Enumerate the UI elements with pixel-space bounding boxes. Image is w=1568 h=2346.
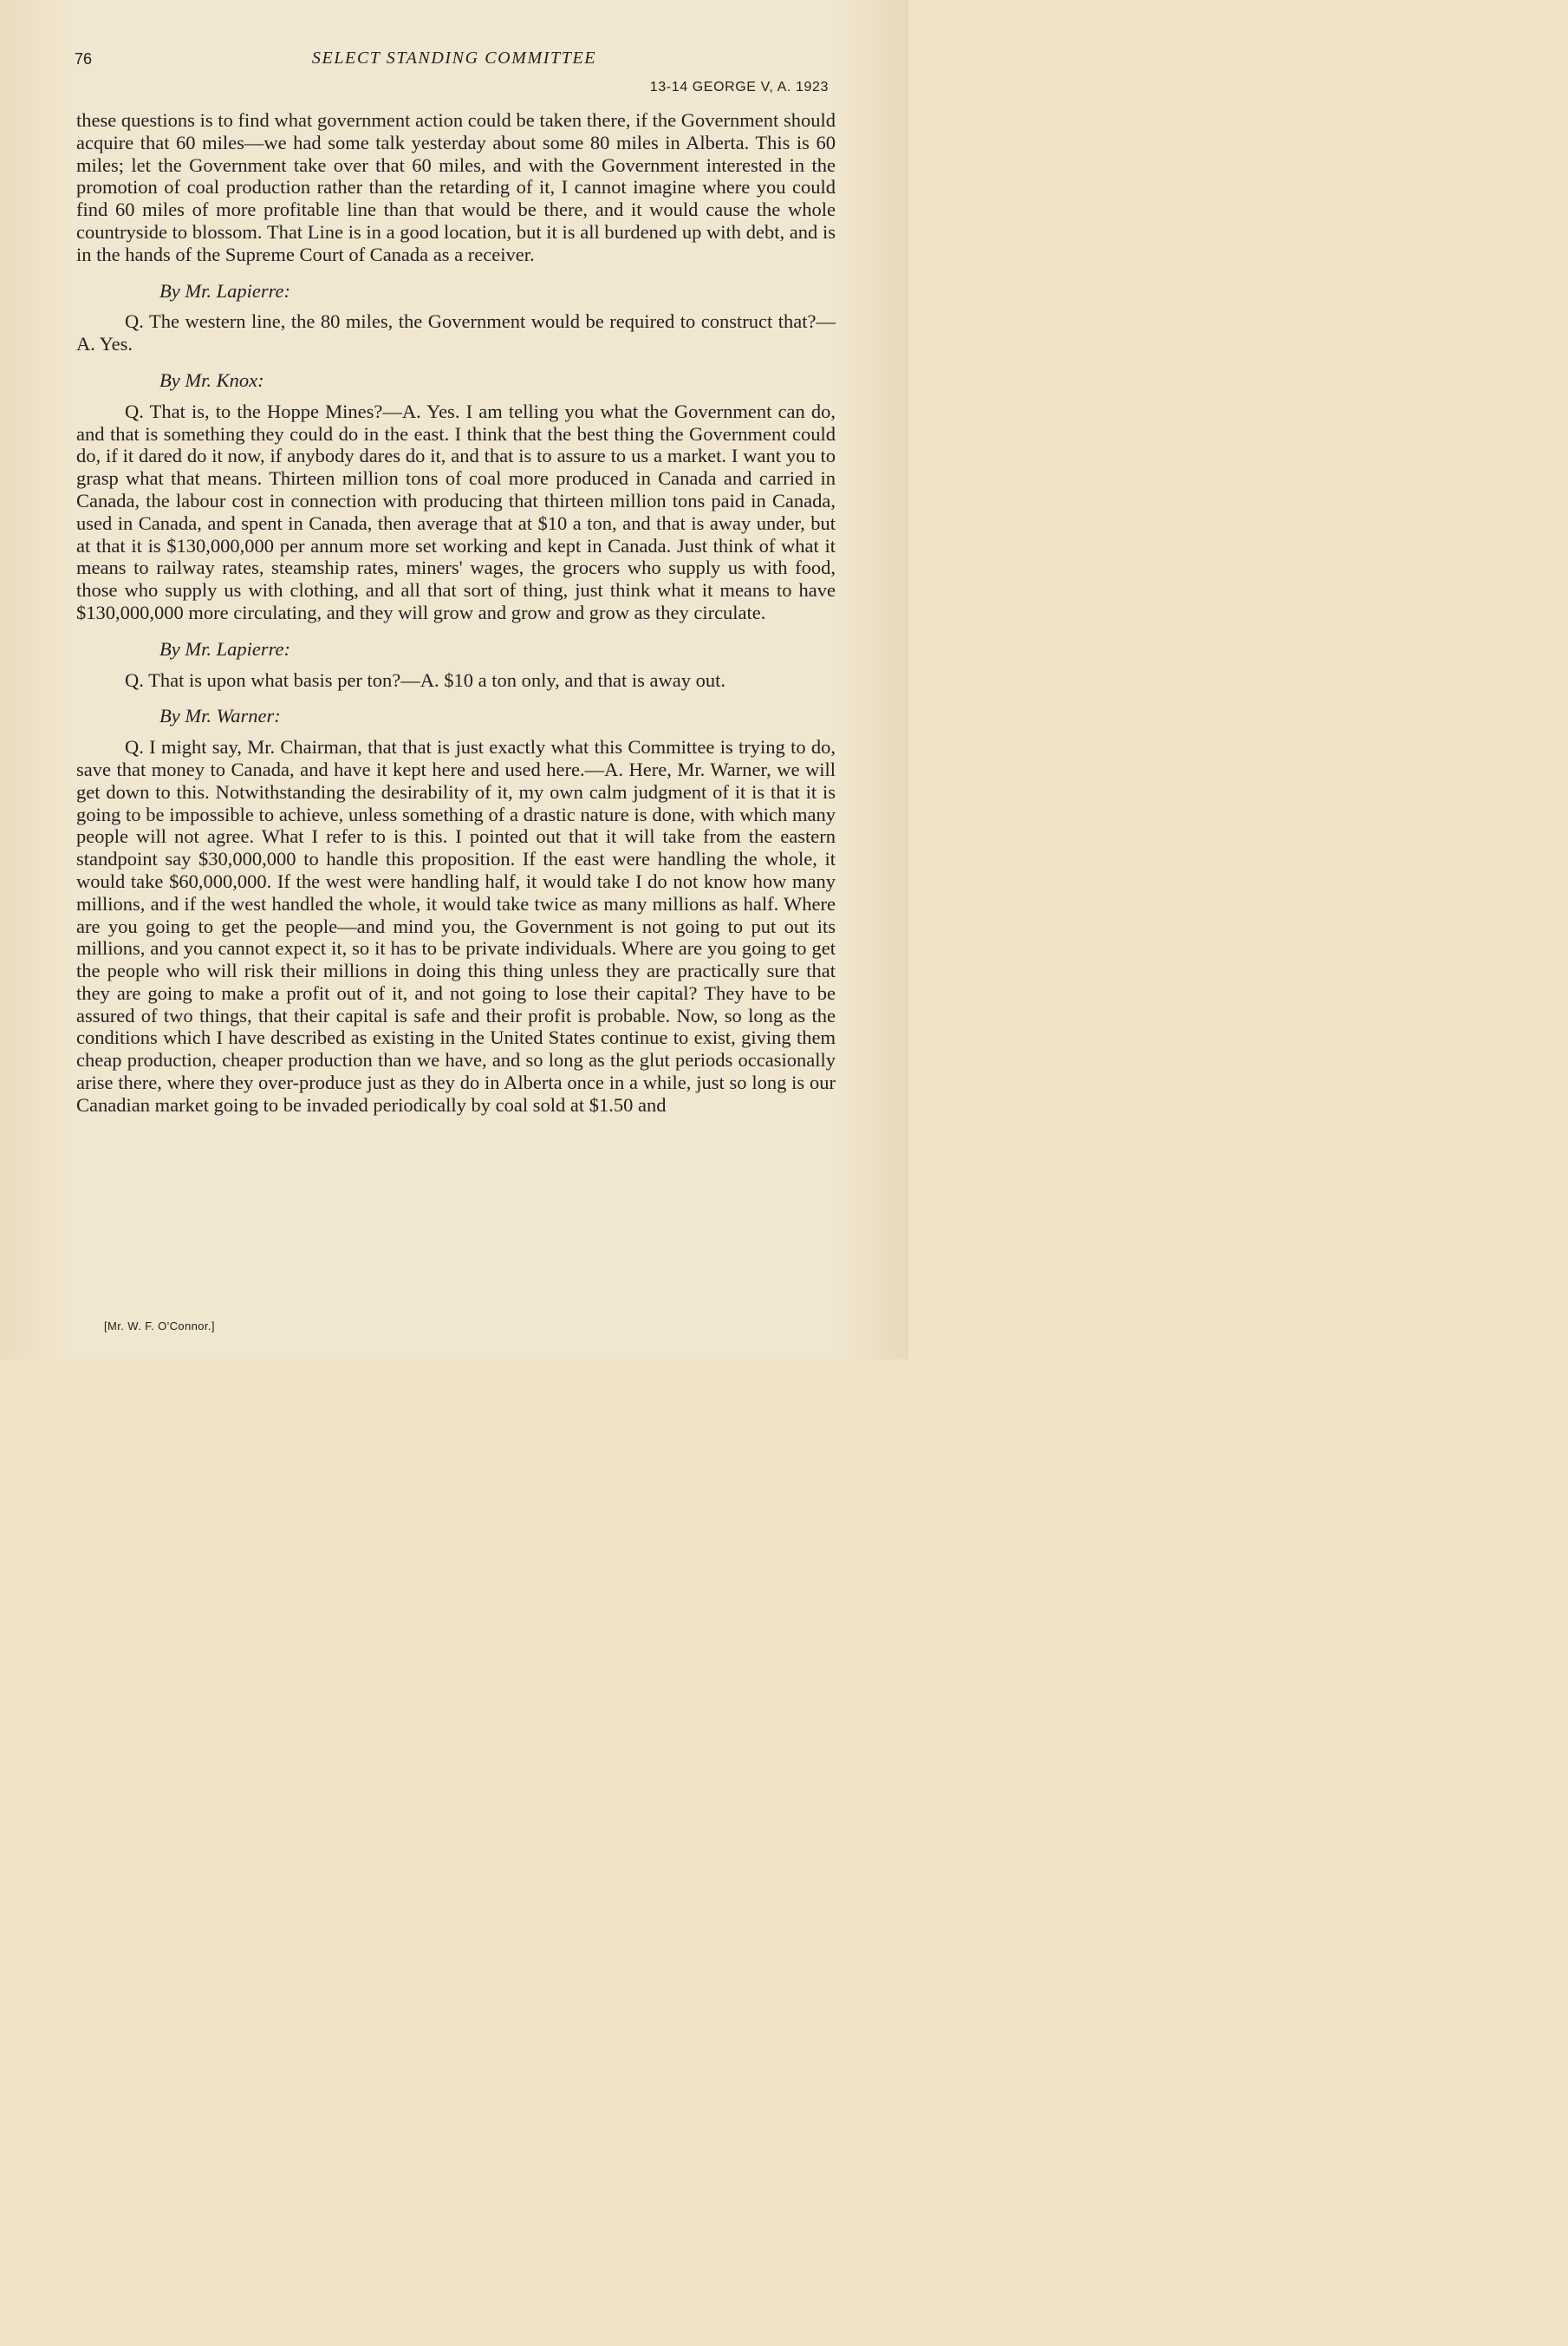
paragraph-2: Q. The western line, the 80 miles, the Government would be required to construct that?—A. Yes. [76, 310, 836, 355]
paragraph-4: Q. That is upon what basis per ton?—A. $10 a ton only, and that is away out. [125, 668, 726, 691]
body-text [76, 109, 836, 1117]
witness-footer: [Mr. W. F. O'Connor.] [104, 1320, 215, 1333]
speaker-label-2: By Mr. Knox: [159, 368, 264, 391]
paragraph-1: these questions is to find what government action could be taken there, if the Government should acquire that 60 miles—we had some talk yesterday about some 80 miles in Alberta. This is 60 miles; let the Government take over that 60 miles, and with the Government interested in the promotion of coal production rather than the retarding of it, I cannot imagine where you could find 60 miles of more profitable line than that would be there, and it would cause the whole countryside to blossom. That Line is in a good location, but it is all burdened up with debt, and is in the hands of the Supreme Court of Canada as a receiver. [76, 109, 836, 265]
speaker-label-1: By Mr. Lapierre: [159, 279, 291, 302]
paragraph-5: Q. I might say, Mr. Chairman, that that is just exactly what this Committee is trying to do, save that money to Canada, and have it kept here and used here.—A. Here, Mr. Warner, we will get down to this. Notwithstanding the desirability of it, my own calm judgment of it is that it is going to be impossible to achieve, unless something of a drastic nature is done, with which many people will not agree. What I refer to is this. I pointed out that it will take from the eastern standpoint say $30,000,000 to handle this proposition. If the east were handling the whole, it would take $60,000,000. If the west were handling half, it would take I do not know how many millions, and if the west handled the whole, it would take twice as many millions as half. Where are you going to get the people—and mind you, the Government is not going to put out its millions, and you cannot expect it, so it has to be private individuals. Where are you going to get the people who will risk their millions in doing this thing unless they are practically sure that they are going to make a profit out of it, and not going to lose their capital? They have to be assured of two things, that their capital is safe and their profit is probable. Now, so long as the conditions which I have described as existing in the United States continue to exist, giving them cheap production, cheaper production than we have, and so long as the glut periods occasionally arise there, where they over-produce just as they do in Alberta once in a while, just so long is our Canadian market going to be invaded periodically by coal sold at $1.50 and [76, 736, 836, 1116]
speaker-label-4: By Mr. Warner: [159, 705, 281, 727]
paragraph-3: Q. That is, to the Hoppe Mines?—A. Yes. I am telling you what the Government can do, and that is something they could do in the east. I think that the best thing the Government could do, if it dared do it now, if anybody dares do it, and that is to assure to us a market. I want you to grasp what that means. Thirteen million tons of coal more produced in Canada and carried in Canada, the labour cost in connection with producing that thirteen million tons paid in Canada, used in Canada, and spent in Canada, then average that at $10 a ton, and that is away under, but at that it is $130,000,000 per annum more set working and kept in Canada. Just think of what it means to railway rates, steamship rates, miners' wages, the grocers who supply us with food, those who supply us with clothing, and all that sort of thing, just think what it means to have $130,000,000 more circulating, and they will grow and grow and grow as they circulate. [76, 400, 836, 623]
speaker-label-3: By Mr. Lapierre: [159, 637, 291, 660]
session-reference: 13-14 GEORGE V, A. 1923 [649, 80, 829, 94]
running-head-title: SELECT STANDING COMMITTEE [311, 49, 597, 68]
page-number: 76 [75, 50, 93, 68]
document-page [0, 0, 908, 1359]
